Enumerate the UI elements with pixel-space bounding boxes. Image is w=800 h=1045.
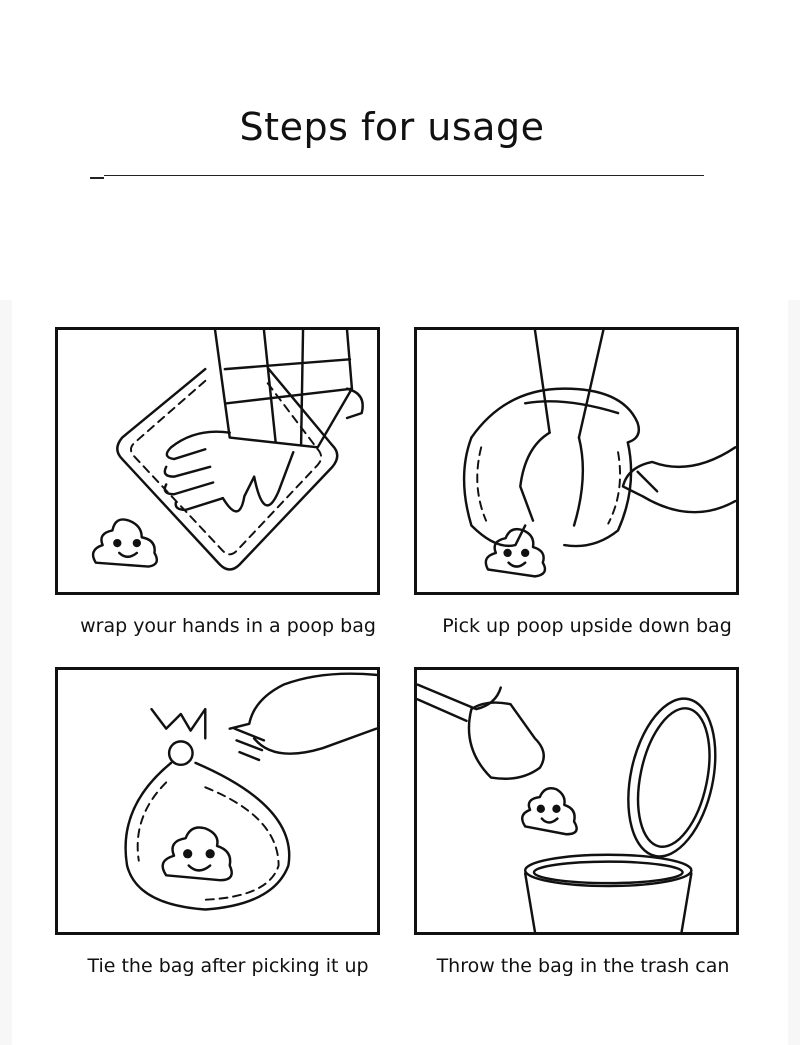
page-title: Steps for usage	[239, 105, 545, 149]
title-divider	[104, 175, 704, 176]
hand-in-bag-illustration	[58, 330, 377, 592]
step-1-caption: wrap your hands in a poop bag	[80, 615, 376, 637]
page-edge-right	[788, 300, 800, 1045]
step-3-caption: Tie the bag after picking it up	[87, 955, 369, 977]
step-3-panel	[55, 667, 380, 935]
pick-up-poop-illustration	[417, 330, 736, 592]
tie-bag-illustration	[58, 670, 377, 932]
step-2-caption: Pick up poop upside down bag	[442, 615, 732, 637]
step-4-panel	[414, 667, 739, 935]
title-divider-tick	[90, 177, 104, 179]
step-2-panel	[414, 327, 739, 595]
step-1-panel	[55, 327, 380, 595]
throw-in-trash-illustration	[417, 670, 736, 932]
step-4-caption: Throw the bag in the trash can	[436, 955, 730, 977]
page-edge-left	[0, 300, 12, 1045]
